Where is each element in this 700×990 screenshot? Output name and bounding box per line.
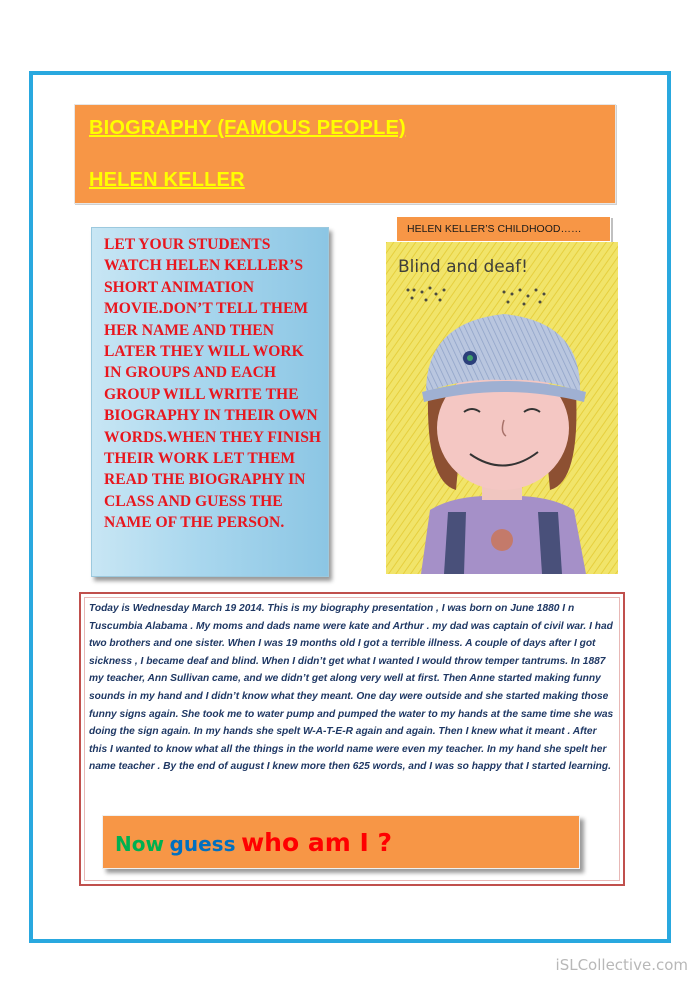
title-banner <box>74 104 616 204</box>
watermark: iSLCollective.com <box>555 956 688 974</box>
child-drawing-image <box>386 242 618 574</box>
picture-caption: HELEN KELLER’S CHILDHOOD…… <box>407 223 582 235</box>
teacher-instructions-text: LET YOUR STUDENTS WATCH HELEN KELLER’S SHORT ANIMATION MOVIE.DON’T TELL THEM HER NAME AND THEN LATER THEY WILL WORK IN GROUPS AND EACH GROUP WILL WRITE THE BIOGRAPHY IN THEIR OWN WORDS.WHEN THEY FINISH THEIR WORK LET THEM READ THE BIOGRAPHY IN CLASS AND GUESS THE NAME OF THE PERSON. <box>104 236 322 532</box>
guess-question: who am I ? <box>241 828 392 857</box>
drawing-handwritten-text: Blind and deaf! <box>398 257 528 277</box>
title-line-biography: BIOGRAPHY (FAMOUS PEOPLE) <box>89 117 406 139</box>
title-line-name: HELEN KELLER <box>89 169 245 191</box>
guess-word-now: Now <box>115 832 164 856</box>
guess-banner <box>102 815 580 869</box>
teacher-instructions-box <box>91 227 329 577</box>
guess-line <box>115 828 392 857</box>
picture-caption-box <box>396 216 611 242</box>
biography-text: Today is Wednesday March 19 2014. This is my biography presentation , I was born on June 1880 I n Tuscumbia Alabama . My moms and dads name were kate and Arthur . my dad was captain of civil war. I had two brothers and one sister. When I was 19 months old I got a terrible illness. A couple of days after I got sickness , I became deaf and blind. When I didn’t get what I wanted I would throw temper tantrums. In 1887 my teacher, Ann Sullivan came, and we didn’t get along very well at first. Then Anne started making funny sounds in my hand and I didn’t know what they meant. One day were outside and she started making those funny signs again. She took me to water pump and pumped the water to my hands at the same time she was doing the sign again. In my hands she spelt W-A-T-E-R again and again. Then I knew what it meant . After this I wanted to know what all the things in the world name were even my teacher. In my hand she spelt her name teacher . By the end of august I knew more then 625 words, and I was so happy that I started learning. <box>89 603 614 773</box>
guess-word-guess: guess <box>169 832 236 856</box>
